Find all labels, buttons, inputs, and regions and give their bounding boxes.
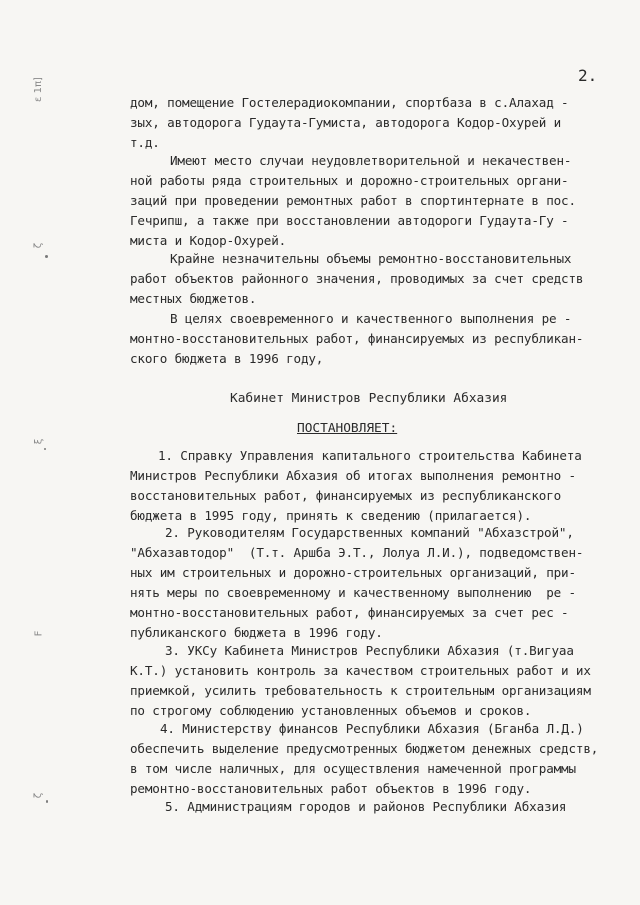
margin-mark-1: ε 1π] xyxy=(32,77,44,102)
text-line: К.Т.) установить контроль за качеством строительных работ и их xyxy=(130,663,591,678)
text-line: миста и Кодор-Охурей. xyxy=(130,233,287,248)
text-line: по строгому соблюдению установленных объемов и сроков. xyxy=(130,703,532,718)
text-line: 2. Руководителям Государственных компаний "Абхазстрой", xyxy=(165,525,574,540)
text-line: 4. Министерству финансов Республики Абхазия (Бганба Л.Д.) xyxy=(160,721,584,736)
text-line: ского бюджета в 1996 году, xyxy=(130,351,324,366)
text-line: монтно-восстановительных работ, финансируемых за счет рес - xyxy=(130,605,569,620)
margin-mark-4: Ϝ xyxy=(33,630,45,637)
text-line: работ объектов районного значения, проводимых за счет средств xyxy=(130,271,584,286)
text-line: т.д. xyxy=(130,135,160,150)
text-line: обеспечить выделение предусмотренных бюджетом денежных средств, xyxy=(130,741,599,756)
text-line: "Абхазавтодор" (Т.т. Аршба Э.Т., Лолуа Л.И.), подведомствен- xyxy=(130,545,584,560)
scan-speck xyxy=(45,255,48,258)
scan-speck xyxy=(46,800,48,803)
text-line: Имеют место случаи неудовлетворительной и некачествен- xyxy=(170,153,572,168)
text-line: 1. Справку Управления капитального строительства Кабинета xyxy=(158,448,582,463)
margin-mark-5: ζ xyxy=(33,792,45,799)
text-line: ных им строительных и дорожно-строительных организаций, при- xyxy=(130,565,576,580)
text-line: заций при проведении ремонтных работ в спортинтернате в пос. xyxy=(130,193,576,208)
text-line: восстановительных работ, финансируемых из республиканского xyxy=(130,488,562,503)
text-line: нять меры по своевременному и качественному выполнению ре - xyxy=(130,585,576,600)
page-number: 2. xyxy=(578,66,598,85)
text-line: Министров Республики Абхазия об итогах выполнения ремонтно - xyxy=(130,468,576,483)
text-line: местных бюджетов. xyxy=(130,291,257,306)
scan-speck xyxy=(44,448,46,450)
text-line: 3. УКСу Кабинета Министров Республики Абхазия (т.Вигуаа xyxy=(165,643,574,658)
text-line: Крайне незначительны объемы ремонтно-восстановительных xyxy=(170,251,572,266)
text-line: Гечрипш, а также при восстановлении автодороги Гудаута-Гу - xyxy=(130,213,569,228)
heading-cabinet: Кабинет Министров Республики Абхазия xyxy=(230,391,508,406)
text-line: бюджета в 1995 году, принять к сведению (прилагается). xyxy=(130,508,532,523)
text-line: ремонтно-восстановительных работ объектов в 1996 году. xyxy=(130,781,532,796)
heading-resolves: ПОСТАНОВЛЯЕТ: xyxy=(297,421,398,436)
text-line: В целях своевременного и качественного выполнения ре - xyxy=(170,311,572,326)
text-line: зых, автодорога Гудаута-Гумиста, автодорога Кодор-Охурей и xyxy=(130,115,562,130)
text-line: 5. Администрациям городов и районов Республики Абхазия xyxy=(165,799,567,814)
text-line: ной работы ряда строительных и дорожно-строительных органи- xyxy=(130,173,569,188)
text-line: приемкой, усилить требовательность к строительным организациям xyxy=(130,683,591,698)
margin-mark-2: ζ xyxy=(33,242,45,249)
margin-mark-3: ξ xyxy=(33,438,45,445)
text-line: дом, помещение Гостелерадиокомпании, спортбаза в с.Алахад - xyxy=(130,95,569,110)
text-line: монтно-восстановительных работ, финансируемых из республикан- xyxy=(130,331,584,346)
text-line: в том числе наличных, для осуществления намеченной программы xyxy=(130,761,576,776)
text-line: публиканского бюджета в 1996 году. xyxy=(130,625,383,640)
